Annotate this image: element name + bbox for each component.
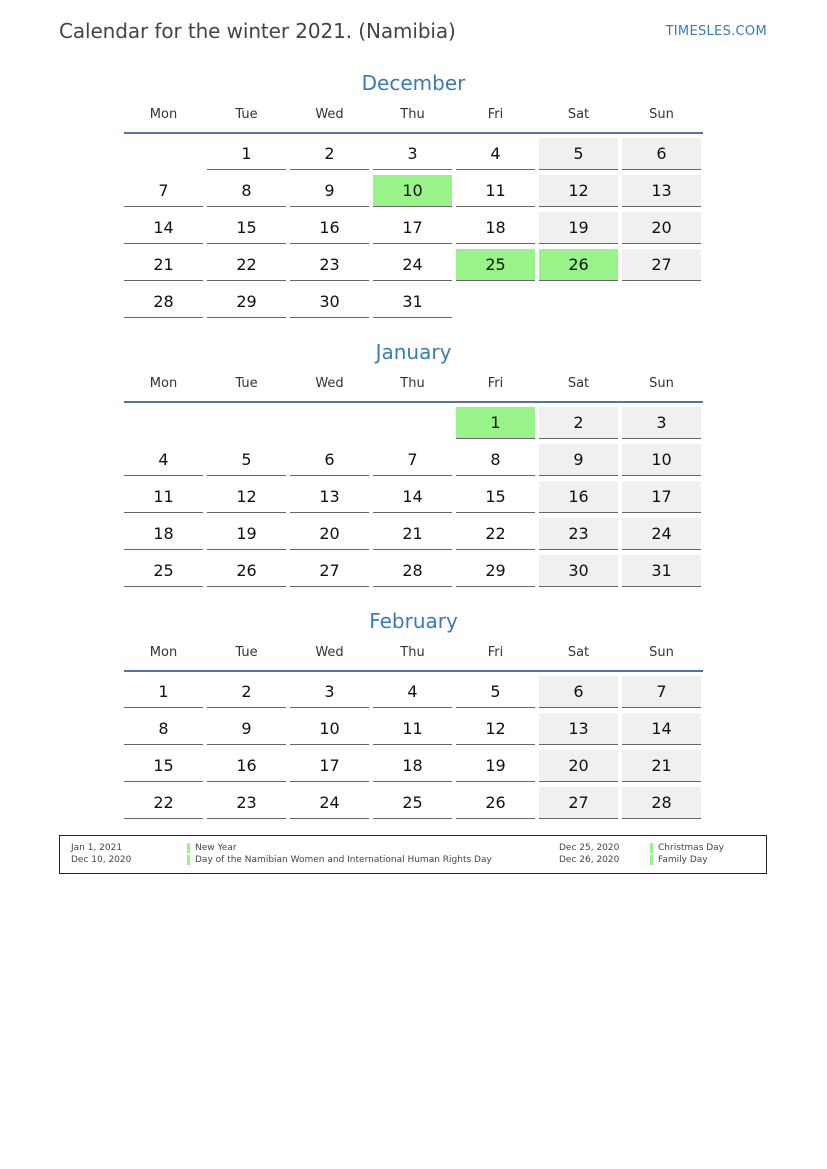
weekday-label: Wed <box>315 376 344 391</box>
day-cell: 22 <box>456 518 535 550</box>
month-title: December <box>361 71 466 95</box>
day-cell: 9 <box>290 175 369 207</box>
holiday-day-cell: 26 <box>539 249 618 281</box>
day-cell: 21 <box>373 518 452 550</box>
day-grid <box>124 676 703 824</box>
day-cell: 11 <box>373 713 452 745</box>
weekday-label: Sun <box>649 376 674 391</box>
holiday-day-cell: 10 <box>373 175 452 207</box>
month-january <box>124 338 703 592</box>
day-cell: 27 <box>290 555 369 587</box>
weekend-day-cell: 14 <box>622 713 701 745</box>
day-cell: 15 <box>456 481 535 513</box>
day-cell: 9 <box>207 713 286 745</box>
day-cell: 18 <box>124 518 203 550</box>
weekday-label: Fri <box>487 107 504 122</box>
weekday-label: Sat <box>567 645 590 660</box>
weekend-day-cell: 23 <box>539 518 618 550</box>
weekend-day-cell: 6 <box>539 676 618 708</box>
legend-date: Dec 26, 2020 <box>559 855 620 865</box>
weekend-day-cell: 13 <box>539 713 618 745</box>
day-cell: 14 <box>124 212 203 244</box>
weekend-day-cell: 28 <box>622 787 701 819</box>
day-cell: 24 <box>373 249 452 281</box>
weekend-day-cell: 24 <box>622 518 701 550</box>
weekday-label: Wed <box>315 645 344 660</box>
day-cell: 22 <box>124 787 203 819</box>
day-cell: 11 <box>456 175 535 207</box>
weekday-label: Sun <box>649 645 674 660</box>
weekday-label: Tue <box>235 645 258 660</box>
weekday-header <box>124 105 703 125</box>
weekend-day-cell: 27 <box>539 787 618 819</box>
day-cell: 15 <box>207 212 286 244</box>
day-cell: 16 <box>207 750 286 782</box>
weekend-day-cell: 19 <box>539 212 618 244</box>
day-cell: 21 <box>124 249 203 281</box>
legend-holiday-name: Family Day <box>658 855 708 865</box>
legend-holiday-name: Christmas Day <box>658 843 725 853</box>
weekday-label: Tue <box>235 107 258 122</box>
day-cell: 6 <box>290 444 369 476</box>
header-rule <box>124 132 703 134</box>
empty-day-cell <box>124 407 203 438</box>
weekend-day-cell: 31 <box>622 555 701 587</box>
weekend-day-cell: 6 <box>622 138 701 170</box>
day-cell: 28 <box>373 555 452 587</box>
weekend-day-cell: 5 <box>539 138 618 170</box>
day-cell: 7 <box>124 175 203 207</box>
day-cell: 8 <box>124 713 203 745</box>
day-cell: 2 <box>290 138 369 170</box>
day-cell: 31 <box>373 286 452 318</box>
day-cell: 23 <box>290 249 369 281</box>
day-cell: 18 <box>373 750 452 782</box>
month-title: January <box>375 340 452 364</box>
day-cell: 17 <box>373 212 452 244</box>
holiday-legend <box>59 835 767 874</box>
weekday-label: Thu <box>400 376 425 391</box>
header-rule <box>124 670 703 672</box>
legend-marker <box>650 855 653 865</box>
weekend-day-cell: 9 <box>539 444 618 476</box>
header-rule <box>124 401 703 403</box>
weekday-label: Mon <box>149 107 178 122</box>
day-cell: 10 <box>290 713 369 745</box>
day-cell: 25 <box>124 555 203 587</box>
weekend-day-cell: 3 <box>622 407 701 439</box>
weekday-label: Sat <box>567 107 590 122</box>
day-cell: 18 <box>456 212 535 244</box>
day-cell: 19 <box>207 518 286 550</box>
day-cell: 4 <box>456 138 535 170</box>
day-cell: 29 <box>207 286 286 318</box>
weekend-day-cell: 17 <box>622 481 701 513</box>
weekday-label: Thu <box>400 107 425 122</box>
day-cell: 5 <box>207 444 286 476</box>
empty-day-cell <box>124 138 203 169</box>
weekday-label: Fri <box>487 376 504 391</box>
day-cell: 7 <box>373 444 452 476</box>
day-cell: 15 <box>124 750 203 782</box>
day-cell: 29 <box>456 555 535 587</box>
day-cell: 4 <box>373 676 452 708</box>
weekend-day-cell: 12 <box>539 175 618 207</box>
day-cell: 13 <box>290 481 369 513</box>
day-cell: 5 <box>456 676 535 708</box>
day-cell: 3 <box>373 138 452 170</box>
day-cell: 26 <box>207 555 286 587</box>
day-cell: 16 <box>290 212 369 244</box>
day-cell: 12 <box>456 713 535 745</box>
weekday-label: Mon <box>149 645 178 660</box>
page-title: Calendar for the winter 2021. (Namibia) <box>59 19 456 43</box>
month-december <box>124 69 703 323</box>
day-cell: 24 <box>290 787 369 819</box>
legend-date: Dec 25, 2020 <box>559 843 620 853</box>
month-title: February <box>369 609 458 633</box>
day-cell: 19 <box>456 750 535 782</box>
weekend-day-cell: 20 <box>622 212 701 244</box>
weekend-day-cell: 10 <box>622 444 701 476</box>
weekend-day-cell: 7 <box>622 676 701 708</box>
day-cell: 2 <box>207 676 286 708</box>
legend-marker <box>187 843 190 853</box>
legend-holiday-name: New Year <box>195 843 237 853</box>
day-cell: 3 <box>290 676 369 708</box>
weekday-label: Thu <box>400 645 425 660</box>
day-cell: 1 <box>207 138 286 170</box>
day-grid <box>124 407 703 592</box>
day-cell: 20 <box>290 518 369 550</box>
weekday-header <box>124 643 703 663</box>
day-cell: 17 <box>290 750 369 782</box>
day-cell: 25 <box>373 787 452 819</box>
day-cell: 28 <box>124 286 203 318</box>
day-cell: 12 <box>207 481 286 513</box>
empty-day-cell <box>290 407 369 438</box>
weekend-day-cell: 20 <box>539 750 618 782</box>
weekday-label: Fri <box>487 645 504 660</box>
day-cell: 26 <box>456 787 535 819</box>
weekday-label: Wed <box>315 107 344 122</box>
day-cell: 11 <box>124 481 203 513</box>
weekend-day-cell: 13 <box>622 175 701 207</box>
weekend-day-cell: 2 <box>539 407 618 439</box>
month-february <box>124 607 703 824</box>
day-cell: 22 <box>207 249 286 281</box>
day-cell: 8 <box>456 444 535 476</box>
weekday-label: Tue <box>235 376 258 391</box>
weekend-day-cell: 27 <box>622 249 701 281</box>
weekday-label: Sun <box>649 107 674 122</box>
legend-marker <box>187 855 190 865</box>
weekend-day-cell: 21 <box>622 750 701 782</box>
empty-day-cell <box>373 407 452 438</box>
holiday-day-cell: 25 <box>456 249 535 281</box>
site-link[interactable]: TIMESLES.COM <box>665 24 767 39</box>
legend-date: Jan 1, 2021 <box>71 843 123 853</box>
weekend-day-cell: 16 <box>539 481 618 513</box>
weekday-header <box>124 374 703 394</box>
day-cell: 1 <box>124 676 203 708</box>
weekday-label: Sat <box>567 376 590 391</box>
day-grid <box>124 138 703 323</box>
legend-date: Dec 10, 2020 <box>71 855 132 865</box>
day-cell: 4 <box>124 444 203 476</box>
day-cell: 23 <box>207 787 286 819</box>
day-cell: 30 <box>290 286 369 318</box>
legend-holiday-name: Day of the Namibian Women and International Human Rights Day <box>195 855 492 865</box>
weekend-day-cell: 30 <box>539 555 618 587</box>
empty-day-cell <box>207 407 286 438</box>
holiday-day-cell: 1 <box>456 407 535 439</box>
day-cell: 8 <box>207 175 286 207</box>
day-cell: 14 <box>373 481 452 513</box>
weekday-label: Mon <box>149 376 178 391</box>
legend-marker <box>650 843 653 853</box>
